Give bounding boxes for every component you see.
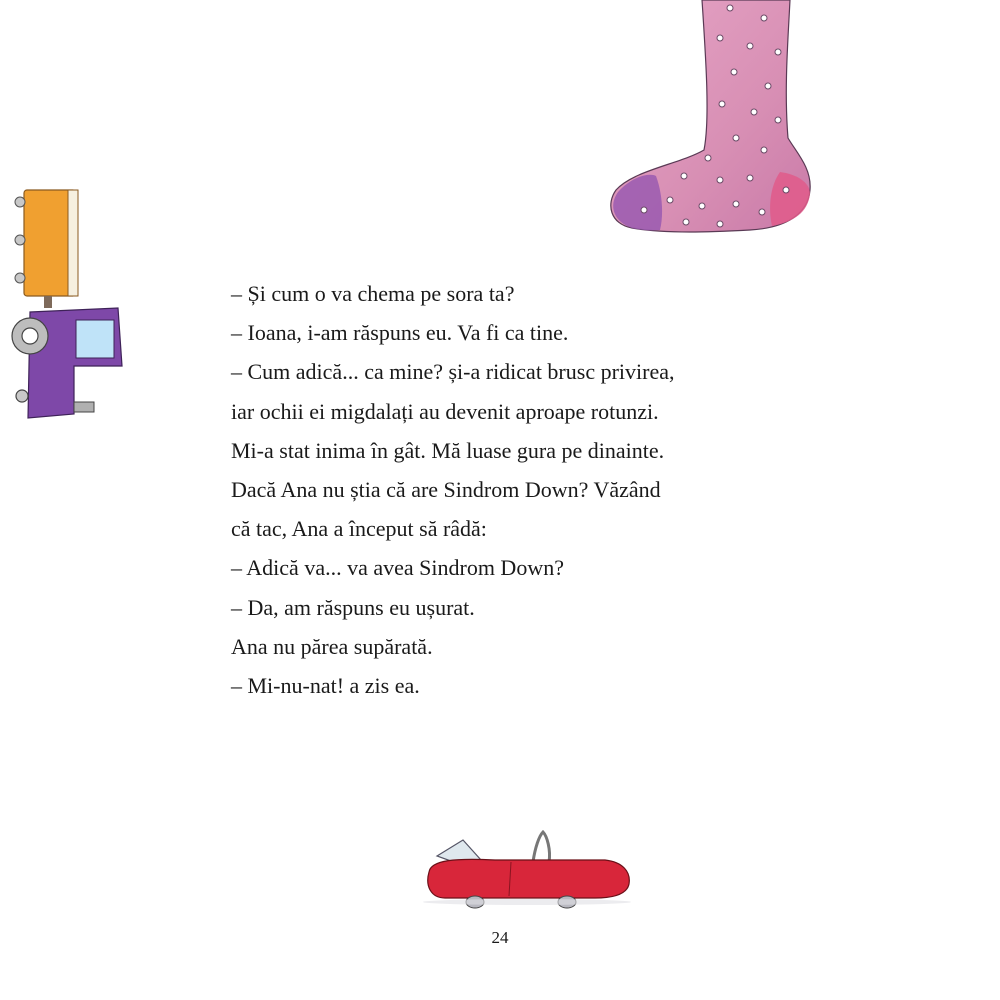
page-number: 24 bbox=[491, 928, 509, 947]
polka-dot-sock-icon bbox=[600, 0, 820, 240]
story-line: – Cum adică... ca mine? și-a ridicat brusc privirea, bbox=[231, 359, 675, 385]
story-line: – Și cum o va chema pe sora ta? bbox=[231, 281, 515, 306]
story-line: Mi-a stat inima în gât. Mă luase gura pe dinainte. bbox=[231, 437, 665, 463]
story-line: – Adică va... va avea Sindrom Down? bbox=[231, 555, 564, 581]
story-line: că tac, Ana a început să râdă: bbox=[231, 516, 487, 542]
story-line: iar ochii ei migdalați au devenit aproape rotunzi. bbox=[231, 398, 659, 424]
story-line: – Da, am răspuns eu ușurat. bbox=[231, 594, 475, 620]
toy-car-icon bbox=[415, 820, 645, 915]
story-line: Dacă Ana nu știa că are Sindrom Down? Văzând bbox=[231, 477, 661, 503]
story-line: – Ioana, i-am răspuns eu. Va fi ca tine. bbox=[231, 320, 569, 346]
story-text bbox=[231, 274, 831, 705]
toy-train-icon bbox=[0, 180, 130, 430]
story-line: Ana nu părea supărată. bbox=[231, 633, 433, 659]
story-line: – Mi-nu-nat! a zis ea. bbox=[231, 673, 420, 699]
